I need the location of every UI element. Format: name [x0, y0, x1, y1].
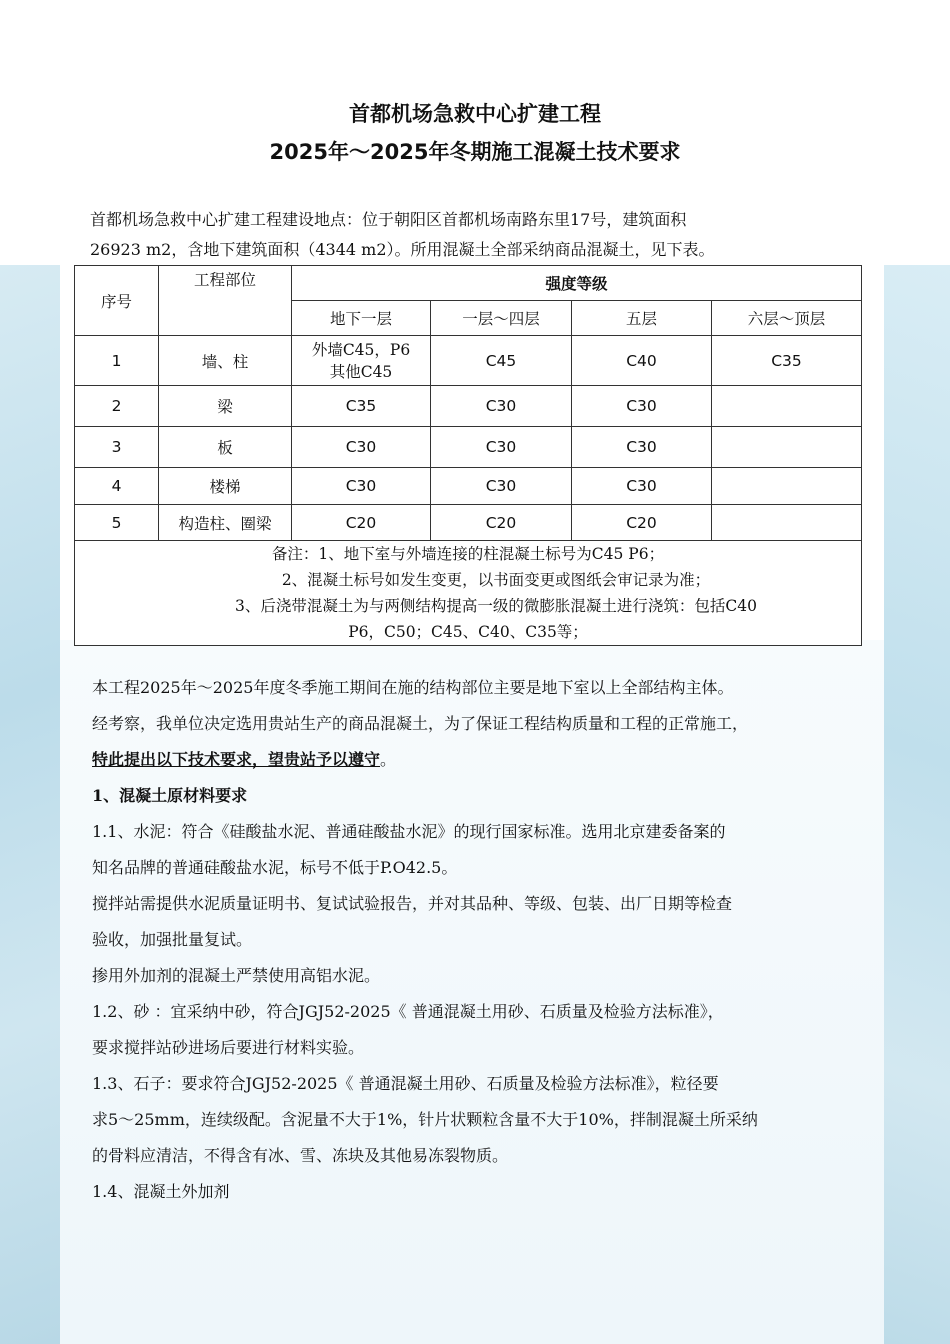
cell-basement-1: C30	[292, 427, 431, 468]
body-paragraph-3	[92, 742, 872, 778]
cell-floor-5: C30	[572, 468, 712, 505]
cell-part: 构造柱、圈梁	[159, 505, 292, 541]
table-row	[75, 427, 862, 468]
cell-part: 板	[159, 427, 292, 468]
section-1-3-line-a: 1.3、石子：要求符合JGJ52-2025《 普通混凝土用砂、石质量及检验方法标准》，粒径要	[92, 1074, 719, 1093]
table-row	[75, 505, 862, 541]
strength-grade-table	[74, 265, 862, 646]
cell-part: 梁	[159, 386, 292, 427]
cell-floor-1-4: C45	[431, 336, 572, 386]
cell-floor-1-4: C30	[431, 386, 572, 427]
cell-floor-5: C20	[572, 505, 712, 541]
header-floor-5: 五层	[572, 301, 712, 336]
table-notes	[75, 541, 862, 646]
header-basement-1: 地下一层	[292, 301, 431, 336]
cell-basement-1: C35	[292, 386, 431, 427]
cell-part: 墙、柱	[159, 336, 292, 386]
section-1-1-line-e: 掺用外加剂的混凝土严禁使用高铝水泥。	[92, 966, 381, 985]
header-part: 工程部位	[159, 266, 292, 336]
header-floor-6-top: 六层～顶层	[712, 301, 862, 336]
section-1-4-heading: 1.4、混凝土外加剂	[92, 1182, 230, 1201]
cell-seq: 1	[75, 336, 159, 386]
cell-basement-1-line2: 其他C45	[329, 362, 393, 381]
page-title-line1: 首都机场急救中心扩建工程	[349, 102, 601, 126]
note-3a: 3、后浇带混凝土为与两侧结构提高一级的微膨胀混凝土进行浇筑：包括C40	[235, 597, 757, 615]
header-seq: 序号	[75, 266, 159, 336]
cell-floor-5: C40	[572, 336, 712, 386]
header-strength: 强度等级	[292, 266, 862, 301]
cell-basement-1: C20	[292, 505, 431, 541]
cell-floor-6-top	[712, 386, 862, 427]
cell-seq: 5	[75, 505, 159, 541]
section-1-2-line-a: 1.2、砂 ：宜采纳中砂，符合JGJ52-2025《 普通混凝土用砂、石质量及检验方法标准》，	[92, 1002, 724, 1021]
cell-floor-6-top	[712, 468, 862, 505]
cell-seq: 2	[75, 386, 159, 427]
table-row	[75, 386, 862, 427]
cell-floor-5: C30	[572, 386, 712, 427]
cell-floor-5: C30	[572, 427, 712, 468]
section-1-1-line-a: 1.1、水泥：符合《硅酸盐水泥、普通硅酸盐水泥》的现行国家标准。选用北京建委备案的	[92, 822, 726, 841]
intro-paragraph	[90, 205, 830, 265]
intro-line1: 首都机场急救中心扩建工程建设地点：位于朝阳区首都机场南路东里17号，建筑面积	[90, 210, 687, 229]
background-left-panel	[0, 265, 60, 1344]
cell-basement-1-line1: 外墙C45，P6	[311, 340, 411, 359]
background-right-panel	[884, 265, 950, 1344]
body-paragraph-2: 经考察，我单位决定选用贵站生产的商品混凝土，为了保证工程结构质量和工程的正常施工，	[92, 714, 749, 733]
cell-basement-1: C30	[292, 468, 431, 505]
section-1-3-line-b: 求5～25mm，连续级配。含泥量不大于1%，针片状颗粒含量不大于10%，拌制混凝土所采纳	[92, 1110, 758, 1129]
cell-seq: 3	[75, 427, 159, 468]
cell-floor-1-4: C30	[431, 468, 572, 505]
body-paragraph-3-end: 。	[380, 750, 397, 769]
header-floor-1-4: 一层～四层	[431, 301, 572, 336]
cell-floor-6-top	[712, 427, 862, 468]
cell-floor-1-4: C20	[431, 505, 572, 541]
section-1-3-line-c: 的骨料应清洁，不得含有冰、雪、冻块及其他易冻裂物质。	[92, 1146, 509, 1165]
cell-part: 楼梯	[159, 468, 292, 505]
table-notes-row	[75, 541, 862, 646]
section-1-1-line-d: 验收，加强批量复试。	[92, 930, 253, 949]
cell-floor-6-top: C35	[712, 336, 862, 386]
body-emphasis: 特此提出以下技术要求，望贵站予以遵守	[92, 750, 381, 769]
note-3b: P6，C50；C45、C40、C35等；	[348, 623, 588, 641]
section-1-2-line-b: 要求搅拌站砂进场后要进行材料实验。	[92, 1038, 365, 1057]
cell-seq: 4	[75, 468, 159, 505]
section-1-1-line-b: 知名品牌的普通硅酸盐水泥，标号不低于P.O42.5。	[92, 858, 458, 877]
note-2: 2、混凝土标号如发生变更，以书面变更或图纸会审记录为准；	[281, 571, 711, 589]
body-paragraph-1: 本工程2025年～2025年度冬季施工期间在施的结构部位主要是地下室以上全部结构主体。	[92, 678, 734, 697]
section-1-1-line-c: 搅拌站需提供水泥质量证明书、复试试验报告，并对其品种、等级、包装、出厂日期等检查	[92, 894, 733, 913]
section-heading-1: 1、混凝土原材料要求	[92, 786, 248, 805]
requirements-body	[92, 670, 872, 1210]
cell-floor-6-top	[712, 505, 862, 541]
intro-line2: 26923 m2，含地下建筑面积（4344 m2）。所用混凝土全部采纳商品混凝土，见下表。	[90, 240, 715, 259]
table-row	[75, 468, 862, 505]
table-row	[75, 336, 862, 386]
page-title-line2: 2025年～2025年冬期施工混凝土技术要求	[269, 140, 681, 164]
cell-floor-1-4: C30	[431, 427, 572, 468]
note-1: 备注：1、地下室与外墙连接的柱混凝土标号为C45 P6；	[271, 545, 665, 563]
cell-basement-1	[292, 336, 431, 386]
